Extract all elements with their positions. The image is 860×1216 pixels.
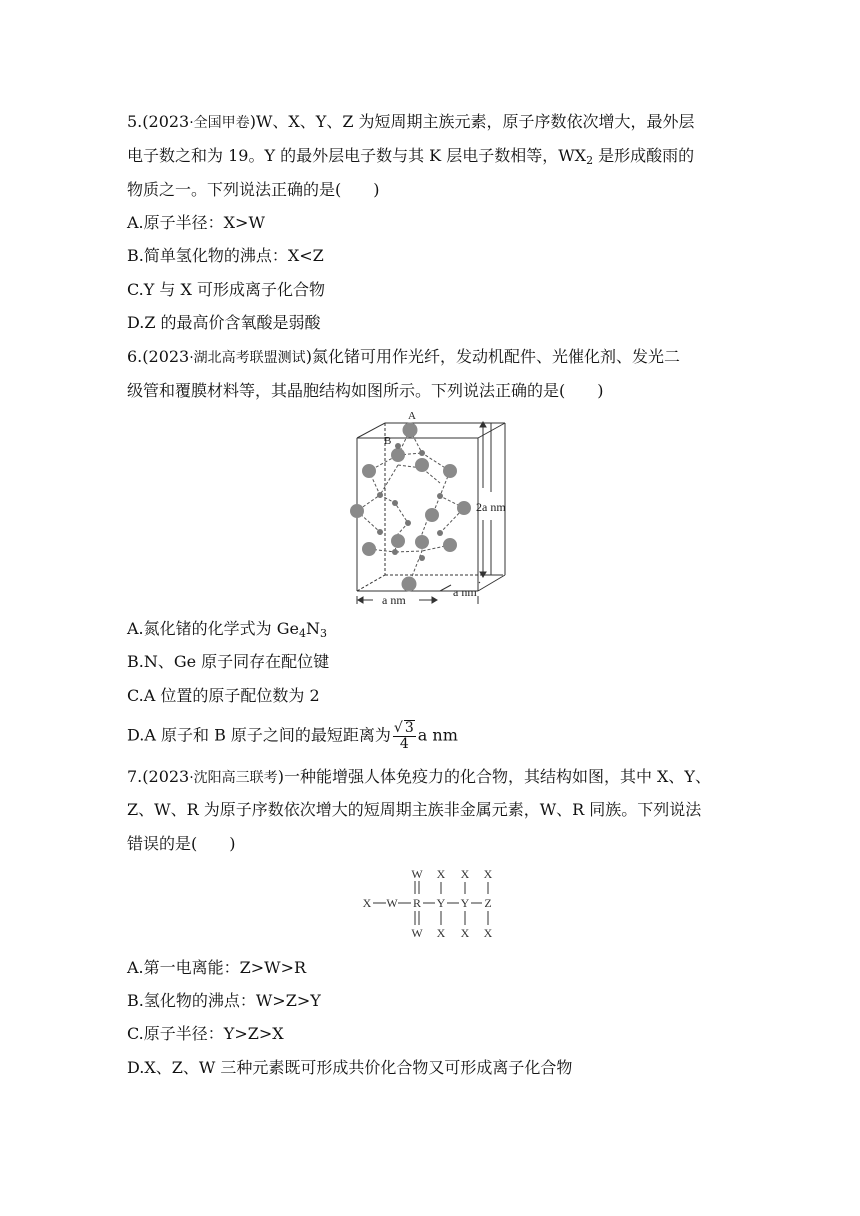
bottom-atom-1: W <box>411 926 423 940</box>
depth-label: a nm <box>453 585 477 599</box>
q6-source: ·湖北高考联盟测试 <box>189 350 306 366</box>
bottom-atom-4: X <box>483 926 493 940</box>
main-atom-4: Y <box>436 896 446 910</box>
dimension-labels <box>357 420 517 610</box>
width-label: a nm <box>382 593 406 607</box>
q7-stem-line-2: Z、W、R 为原子序数依次增大的短周期主族非金属元素，W、R 同族。下列说法 <box>127 800 702 819</box>
q5-stem-line-3: 物质之一。下列说法正确的是( ) <box>127 180 380 199</box>
q5-option-b: B.简单氢化物的沸点：X<Z <box>127 246 324 265</box>
main-atom-6: Z <box>484 896 492 910</box>
q6-option-d: D.A 原子和 B 原子之间的最短距离为 $\frac{√ 3}{4}$ a nm <box>127 720 458 752</box>
q5-number: 5. <box>127 112 143 131</box>
main-atom-2: W <box>386 896 398 910</box>
label-b: B <box>384 435 392 447</box>
top-atom-1: W <box>411 867 423 881</box>
q6-option-c: C.A 位置的原子配位数为 2 <box>127 686 320 705</box>
q6-stem-line-2: 级管和覆膜材料等，其晶胞结构如图所示。下列说法正确的是( ) <box>127 381 604 400</box>
bottom-atom-3: X <box>460 926 470 940</box>
q7-option-d: D.X、Z、W 三种元素既可形成共价化合物又可形成离子化合物 <box>127 1058 573 1077</box>
label-a: A <box>408 410 416 422</box>
q7-option-c: C.原子半径：Y>Z>X <box>127 1024 284 1043</box>
top-atom-3: X <box>460 867 470 881</box>
main-atom-5: Y <box>460 896 470 910</box>
main-atom-3: R <box>412 896 422 910</box>
q5-stem-line-1: 5.(2023·全国甲卷)W、X、Y、Z 为短周期主族元素，原子序数依次增大，最外层 <box>127 112 695 131</box>
top-atom-4: X <box>483 867 493 881</box>
sqrt3-over-4-fraction: $\frac{√ 3}{4}$ <box>393 720 414 752</box>
structure-formula <box>355 862 505 944</box>
q7-source: ·沈阳高三联考 <box>189 770 278 786</box>
bottom-atom-2: X <box>436 926 446 940</box>
q5-option-a: A.原子半径：X>W <box>127 213 265 232</box>
q5-source: ·全国甲卷 <box>189 115 250 131</box>
q6-option-a: A.氮化锗的化学式为 $Ge_4N_3$ <box>127 619 327 640</box>
q6-number: 6. <box>127 347 143 366</box>
q7-option-b: B.氢化物的沸点：W>Z>Y <box>127 991 321 1010</box>
height-label: 2a nm <box>476 500 506 514</box>
q7-option-a: A.第一电离能：Z>W>R <box>127 958 307 977</box>
q5-option-d: D.Z 的最高价含氧酸是弱酸 <box>127 313 321 332</box>
top-atom-2: X <box>436 867 446 881</box>
q5-stem-line-2: 电子数之和为 19。Y 的最外层电子数与其 K 层电子数相等，$WX_2$ 是形成酸雨的 <box>127 146 695 167</box>
q7-stem-line-3: 错误的是( ) <box>127 834 236 853</box>
q7-stem-line-1: 7.(2023·沈阳高三联考)一种能增强人体免疫力的化合物，其结构如图，其中 X、Y、 <box>127 767 711 786</box>
q7-number: 7. <box>127 767 143 786</box>
q5-option-c: C.Y 与 X 可形成离子化合物 <box>127 280 325 299</box>
main-atom-1: X <box>362 896 372 910</box>
q6-stem-line-1: 6.(2023·湖北高考联盟测试)氮化锗可用作光纤，发动机配件、光催化剂、发光二 <box>127 347 680 366</box>
q6-option-b: B.N、Ge 原子同存在配位键 <box>127 652 330 671</box>
